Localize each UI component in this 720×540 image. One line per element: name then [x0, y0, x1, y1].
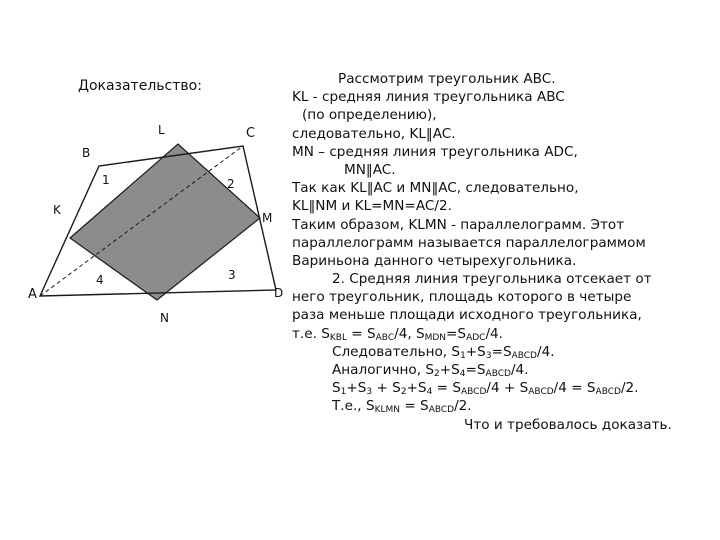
proof-line-formula: т.е. $S_{KBL} = S_{ABC}/4$, $S_{MDN}=S_{ADC}/4$. — [292, 325, 504, 343]
proof-line: Рассмотрим треугольник ABC. — [338, 71, 556, 87]
varignon-figure — [0, 0, 290, 340]
proof-line: 2. Средняя линия треугольника отсекает от — [332, 271, 652, 288]
proof-line: параллелограмм называется параллелограммом — [292, 234, 646, 251]
proof-line-formula: Т.е., $S_{KLMN} = S_{ABCD}/2$. — [332, 398, 472, 416]
region-label-4: 4 — [96, 273, 104, 287]
vertex-label-c: C — [246, 126, 256, 141]
proof-line: MN – средняя линия треугольника ADC, — [292, 143, 578, 160]
proof-line-formula: $S_1+S_3 + S_2+S_4 = S_{ABCD}/4 + S_{ABCD}/4 = S_{ABCD}/2$. — [332, 380, 639, 398]
region-label-3: 3 — [228, 268, 236, 282]
proof-heading: Доказательство: — [78, 78, 202, 94]
proof-line: него треугольник, площадь которого в четыре — [292, 289, 632, 306]
proof-line: (по определению), — [302, 107, 437, 124]
region-label-1: 1 — [102, 173, 110, 187]
proof-line: раза меньше площади исходного треугольника, — [292, 307, 642, 324]
proof-conclusion: Что и требовалось доказать. — [464, 416, 672, 433]
proof-line: Так как KL‖AC и MN‖AC, следовательно, — [292, 180, 579, 197]
proof-line-formula: Следовательно, $S_1+S_3=S_{ABCD}/4$. — [332, 343, 555, 361]
proof-text — [292, 70, 712, 434]
proof-line: KL - средняя линия треугольника ABC — [292, 89, 565, 106]
vertex-label-n: N — [160, 311, 169, 325]
proof-line: KL‖NM и KL=MN=AC/2. — [292, 198, 452, 215]
vertex-label-m: M — [262, 211, 273, 225]
proof-line: MN‖AC. — [344, 161, 396, 178]
proof-line: Вариньона данного четырехугольника. — [292, 252, 577, 269]
region-label-2: 2 — [227, 177, 235, 191]
vertex-label-k: K — [53, 203, 61, 217]
vertex-label-a: A — [28, 287, 37, 302]
proof-line: Таким образом, KLMN - параллелограмм. Этот — [292, 216, 625, 233]
vertex-label-d: D — [274, 286, 284, 300]
vertex-label-b: B — [82, 146, 91, 160]
proof-line: следовательно, KL‖AC. — [292, 125, 456, 142]
proof-line-formula: Аналогично, $S_2+S_4=S_{ABCD}/4$. — [332, 362, 529, 379]
vertex-label-l: L — [158, 123, 165, 137]
